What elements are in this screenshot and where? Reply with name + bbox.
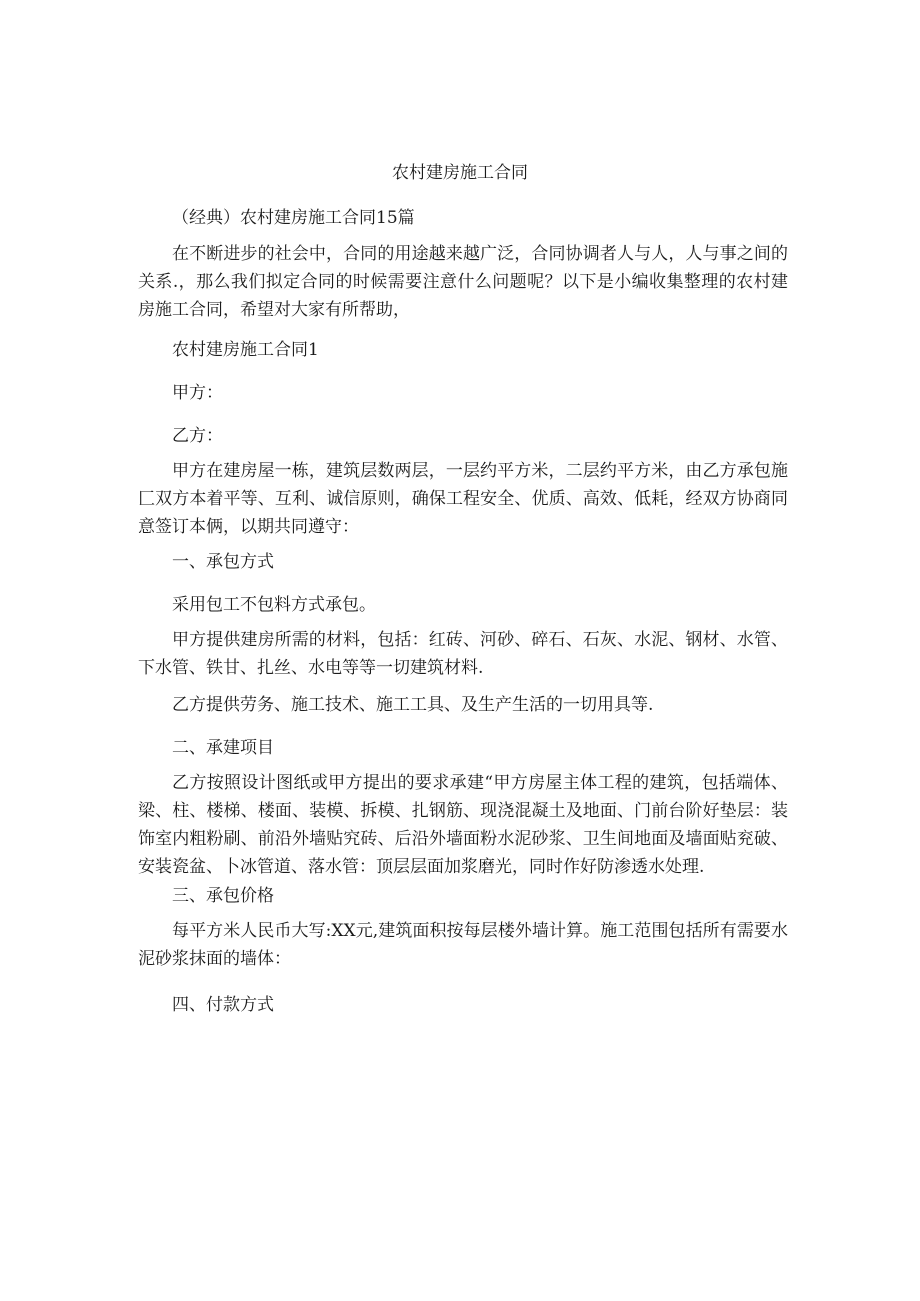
section-1-paragraph-3: 乙方提供劳务、施工技术、施工工具、及生产生活的一切用具等.: [172, 695, 654, 715]
contract-heading: 农村建房施工合同1: [172, 340, 319, 360]
section-3-paragraph-1: 每平方米人民币大写:XX元,建筑面积按每层楼外墙计算。施工范围包括所有需要水泥砂浆抹面的墙体：: [138, 921, 788, 969]
section-4-title: 四、付款方式: [172, 995, 274, 1015]
intro-paragraph: 在不断进步的社会中，合同的用途越来越广泛，合同协调者人与人，人与事之间的关系.，那么我们拟定合同的时候需要注意什么问题呢？以下是小编收集整理的农村建房施工合同，希望对大家有所帮助，: [138, 244, 788, 320]
party-b-label: 乙方：: [172, 426, 223, 446]
section-1-paragraph-2: 甲方提供建房所需的材料，包括：红砖、河砂、碎石、石灰、水泥、钢材、水管、下水管、铁甘、扎丝、水电等等一切建筑材料.: [138, 630, 788, 678]
document-title: 农村建房施工合同: [392, 163, 528, 183]
document-subtitle: （经典）农村建房施工合同15篇: [172, 208, 415, 228]
preamble-paragraph: 甲方在建房屋一栋，建筑层数两层，一层约平方米，二层约平方米，由乙方承包施匚双方本着平等、互利、诚信原则，确保工程安全、优质、高效、低耗，经双方协商同意签订本俩，以期共同遵守：: [138, 461, 788, 537]
section-1-paragraph-1: 采用包工不包料方式承包。: [172, 595, 376, 615]
section-2-paragraph-1: 乙方按照设计图纸或甲方提出的要求承建“甲方房屋主体工程的建筑，包括端体、梁、柱、楼梯、楼面、装模、拆模、扎钢筋、现浇混凝土及地面、门前台阶好垫层：装饰室内粗粉刷、前沿外墙贴究砖、后沿外墙面粉水泥砂浆、卫生间地面及墙面贴兖破、安装瓷盆、卜冰管道、落水管：顶层层面加浆磨光，同时作好防渗透水处理.: [138, 773, 788, 877]
section-3-title: 三、承包价格: [172, 886, 274, 906]
party-a-label: 甲方：: [172, 383, 223, 403]
section-2-title: 二、承建项目: [172, 738, 274, 758]
section-1-title: 一、承包方式: [172, 552, 274, 572]
